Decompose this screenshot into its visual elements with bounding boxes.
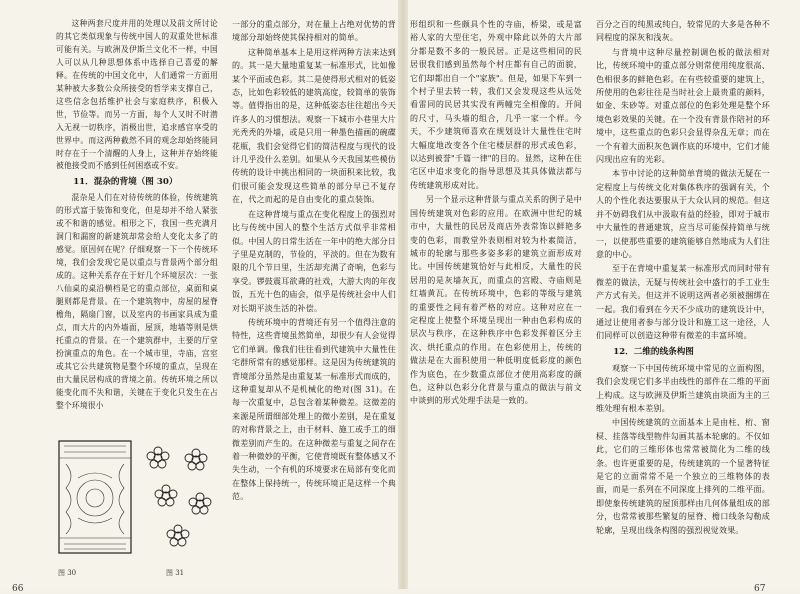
left-page-column-1: [56, 18, 218, 414]
paragraph: 这种简单基本上是用这样两种方法来达到的。其一是大量地重复某一标准形式，比如像某个平面或色彩。其二是使得形式相对的低姿态，比如色彩较低的建筑高度，较简单的装饰等。值得指出的是，这种低姿态往往超出今天许多人的习惯想法。观察一下城市小巷里大片光秃秃的外墙，或是只用一种墨色描画的碗碟花瓶，我们会觉得它们的简洁程度与现代的设计几乎没什么差别。如果从今天我国某些模仿传统的设计中挑出相同的一块面积来比较，我们很可能会发现这些简单的部分早已不复存在，代之而起的是自由变化的重点装饰。: [232, 47, 396, 205]
page-number-right: 67: [754, 584, 766, 594]
figure-30-caption: 图 30: [58, 569, 77, 577]
paragraph: 本节中讨论的这种简单背境的做法无疑在一定程度上与传统文化对集体秩序的强调有关，个人的个性化表达要服从于大众认同的规范。但这并不妨碍我们从中汲取有益的经验，即对于城市中大量性的普通建筑，应当尽可能保持简单与统一，以使那些重要的建筑能够自然地成为人们注意的中心。: [596, 169, 770, 259]
figure-30-sketch: [56, 438, 134, 566]
section-heading-12: 12．二维的线条构图: [613, 346, 694, 357]
section-heading-11: 11．混杂的背境（图 30）: [73, 177, 178, 188]
figure-area: [56, 438, 218, 578]
right-page: [410, 18, 770, 594]
paragraph: 另一个显示这种背景与重点关系的例子是中国传统建筑对色彩的应用。在欧洲中世纪的城市中，大量性的民居及商店外表常饰以鲜艳多变的色彩，而教堂外表则相对较为朴素简洁，城市的轮廓与那些多姿多彩的建筑立面形成对比。中国传统建筑恰好与此相反，大量性的民居用的是灰墙灰瓦，而重点的宫殿、寺庙则是红墙黄瓦。在传统环境中，色彩的等级与建筑的重要性之间有着严格的对应。这种对应在一定程度上使整个环境呈现出一种由色彩构成的层次与秩序，在这种秩序中色彩发挥着区分主次、烘托重点的作用。在色彩使用上，传统的做法是在大面积使用一种低明度低彩度的颜色作为底色，在少数重点部位才使用高彩度的颜色，这种以色彩分化背景与重点的做法与前文中谈到的形式处理手法是一致的。: [410, 195, 582, 406]
paragraph: 在这种背境与重点在变化程度上的强烈对比与传统中国人的整个生活方式似乎非常相似。中国人的日常生活在一年中的绝大部分日子里是克制的，节俭的，平淡的。但在为数有限的几个节日里，生活却充满了奇响，色彩与享受。锣鼓震耳欲聋的社戏，大游大肉的年夜饭，五光十色的庙会，似乎是传统社会中人们对长期平淡生活的补偿。: [232, 209, 396, 313]
paragraph: 中国传统建筑的立面基本上是由柱、桁、窗棂、挂落等线型物件勾画其基本轮廓的。不仅如此，它们的三维形体也常常被简化为二维的线条。也许更重要的是，传统建筑的一个显著特征是它的立面常常不是一个独立的三维物体的表面，而是一系列在不同深度上排列的二维平面。即使象传统建筑的屋顶那样由几何体量组成的部分，也常常被那些繁复的屋脊、檐口线条勾勒成轮廓，呈现出线条构图的强烈视觉效果。: [596, 418, 770, 535]
paragraph: 一部分的重点部分，对在量上占绝对优势的背境部分却始终使其保持相对的简单。: [232, 20, 396, 43]
paragraph: 百分之百的纯黑或纯白，较常见的大多是各种不同程度的深灰和浅灰。: [596, 20, 770, 43]
figure-31-caption: 图 31: [166, 569, 185, 577]
page-number-left: 66: [12, 584, 24, 594]
paragraph: 至于在背境中重复某一标准形式而同时带有微差的做法，无疑与传统社会中盛行的手工业生产方式有关。但这并不说明这两者必须被捆绑在一起。我们看到在今天不少成功的建筑设计中，通过让使用者参与部分设计和施工这一途径，人们同样可以创造这种带有微差的丰富环境。: [596, 264, 770, 341]
paragraph: 传统环境中的背境还有另一个值得注意的特性，这些背境虽然简单，却很少有人会觉得它们单调。像我们往往看到代建筑中大量性住宅群所常有的感觉那样。这是因为传统建筑的背境部分虽然是由重复某一标准形式而成的，这种重复却从不是机械化的绝对(图 31)。在每一次重复中，总包含着某种微差。这微差的来源是所谓细部处理上的微小差别，是在重复的对称背景之上，由于材料、施工或手工的细微差别而产生的。在这种微差与重复之间存在着一种微妙的平衡，它使背境既有整体感又不失生动，一个有机的环境要求在局部有变化而在整体上保持统一，传统环境正是这样一个典范。: [232, 317, 396, 502]
paragraph: 形组织和一些颇具个性的寺庙，桥梁，或是富裕人家的大型住宅，外观中除此以外的大片部分都是数不多的一般民居。正是这些相同的民居很我们感到虽然每个村庄都有自己的面貌，它们却都出自一个"家族"。但是，如果下车到一个村子里去转一转，我们又会发现这些从远处看雷同的民居其实没有两幢完全相像的。开间的尺寸，马头墙的组合，几乎一家一个样。今天，不少建筑师喜欢在规划设计大量性住宅时大幅度地改变各个住宅楼层群的形式或色彩，以达到被誉"千篇一律"的目的。显然，这种在住宅区中追求变化的指导思想及其具体做法都与传统建筑形成对比。: [410, 20, 582, 190]
book-gutter: [398, 0, 408, 589]
window-lattice-drawing-icon: [56, 438, 134, 566]
paragraph: 观察一下中国传统环境中常见的立面构图，我们会发现它们多半由线性的部件在二维的平面上构成。这与欧洲及伊斯兰建筑由块面为主的三维处理有根本差别。: [596, 363, 770, 413]
paragraph: 与背境中这种尽量控制调色板的做法相对比，传统环境中的重点部分则常使用纯度很高、色相很多的鲜艳色彩。在有些较重要的建筑上，所使用的色彩往往是当时社会上最贵重的颜料，如金、朱砂等。对重点部位的色彩处理是整个环境色彩效果的关键。在一个没有背景作陪衬的环境中，这些重点的色彩只会显得杂乱无章；而在一个有着大面积灰色调作底的环境中，它们才能闪现出应有的光彩。: [596, 47, 770, 165]
left-page: [12, 18, 396, 594]
paragraph: 混杂是人们在对待传统的体验，传统建筑的形式富于装饰和变化，但是却并不给人紧张或不和谐的感觉。相形之下，我国一些充满月洞门和漏窗的新建筑却常会给人变化太多了的感觉。原因何在呢？仔细观察一下一个传统环境，我们会发现它是以重点与背景两个部分组成的。这种关系存在于好几个环境层次：一张八仙桌的桌沿横档是它的重点部位，桌面和桌腿则都是背景。在一个建筑物中，房屋的屋脊檐角，隔扇门窗，以及室内的书画家具成为重点，而大片的内外墙面，屋顶，地墙等则是烘托重点的背景。在一个建筑群中，主要的厅堂扮演重点的角色。在一个城市里，寺庙，宫室或其它公共建筑物是整个环境的重点，呈现在由大量民居构成的背境之前。传统环境之所以能变化而不失和谐，关键在于变化只发生在占整个环境很小: [56, 193, 218, 410]
paragraph: 这种两套尺度并用的处理以及前文所讨论的其它类似现象与传统中国人的双重处世标准可能有关。与欧洲及伊斯兰文化不一样，中国人可以从几种思想体系中选择自己喜爱的解释。在传统的中国文化中，人们通常一方面用某种被大多数公众所接受的哲学来支撑自己，这些信念包括维护社会与家庭秩序，积极入世，节俭等。而另一方面，每个人又时不时潜入无视一切秩序，消极出世，追求感官享受的世界中。而这两种截然不同的观念却始终能同时存在于一个清醒的人身上，这种并存始终能被他接受而不感到任何困惑或不安。: [56, 19, 218, 171]
figure-31-sketch: [144, 444, 218, 562]
flower-pattern-drawing-icon: [144, 444, 218, 562]
left-page-column-2: [232, 18, 396, 505]
right-page-column-2: [596, 18, 770, 538]
right-page-column-1: [410, 18, 582, 409]
